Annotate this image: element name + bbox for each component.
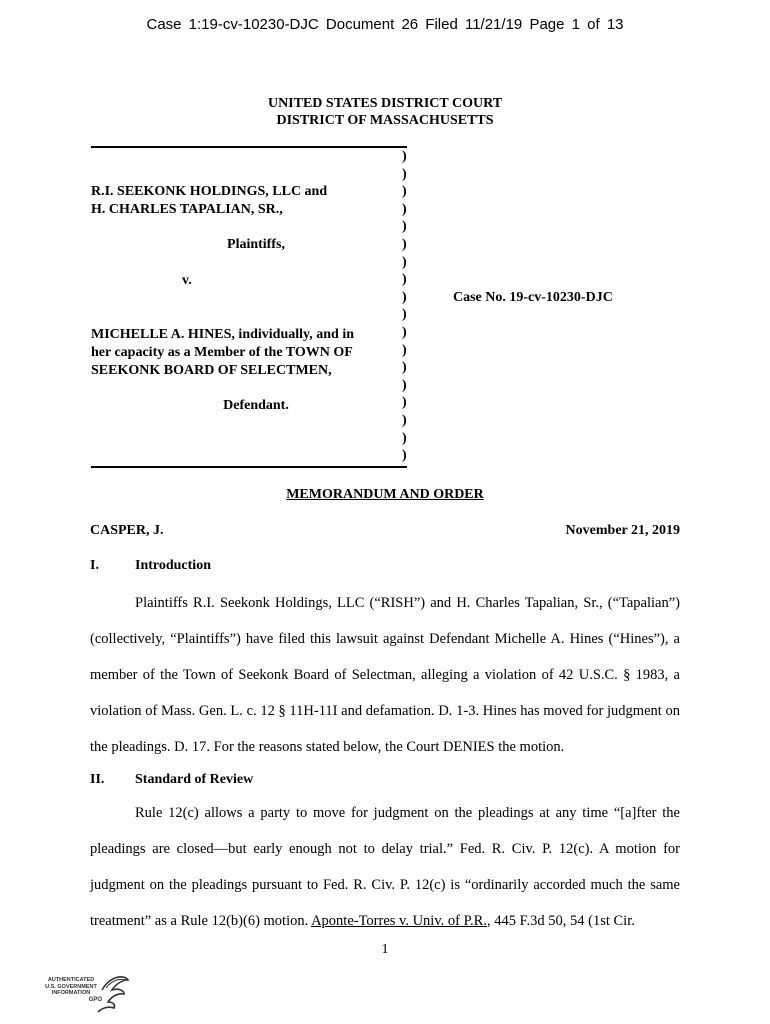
plaintiff-line-2: H. CHARLES TAPALIAN, SR., [91, 202, 283, 217]
gpo-line-3: INFORMATION [51, 990, 91, 996]
caption-paren: ) [402, 219, 407, 235]
gpo-mark: GPO [88, 996, 102, 1003]
plaintiff-names [91, 183, 327, 219]
case-citation: Aponte-Torres v. Univ. of P.R. [311, 912, 487, 929]
case-number: Case No. 19-cv-10230-DJC [453, 290, 613, 305]
plaintiffs-label: Plaintiffs, [227, 237, 285, 252]
caption-paren: ) [402, 166, 407, 182]
gpo-line-1: AUTHENTICATED [47, 977, 95, 983]
caption-paren: ) [402, 307, 407, 323]
court-line-1: UNITED STATES DISTRICT COURT [267, 96, 503, 111]
caption-paren: ) [402, 412, 407, 428]
caption-paren: ) [402, 201, 407, 217]
caption-paren: ) [402, 377, 407, 393]
gpo-authenticated-logo [40, 968, 140, 1018]
order-date: November 21, 2019 [565, 523, 680, 538]
section-2-paragraph [90, 796, 680, 940]
caption-paren: ) [402, 342, 407, 358]
header-filed: Filed 11/21/19 [425, 16, 523, 33]
section-1-body [90, 586, 680, 766]
gpo-line-2: U.S. GOVERNMENT [45, 983, 97, 990]
caption-paren: ) [402, 149, 407, 164]
caption-paren: ) [402, 184, 407, 200]
defendant-line-3: SEEKONK BOARD OF SELECTMEN, [91, 363, 332, 378]
caption-paren-column [402, 148, 407, 465]
section-1-paragraph: Plaintiffs R.I. Seekonk Holdings, LLC (“RISH”) and H. Charles Tapalian, Sr., (“Tapalian”) (collectively, “Plaintiffs”) have filed this lawsuit against Defendant Michelle A. Hines (“Hines”), a member of the Town of Seekonk Board of Selectman, alleging a violation of 42 U.S.C. § 1983, a violation of Mass. Gen. L. c. 12 § 11H-11I and defamation. D. 1-3. Hines has moved for judgment on the pleadings. D. 17. For the reasons stated below, the Court DENIES the motion. [90, 595, 680, 755]
filing-header [0, 16, 770, 33]
caption-paren: ) [402, 448, 407, 464]
header-page: Page 1 of 13 [529, 16, 624, 33]
section-2-number: II. [90, 772, 105, 787]
caption-paren: ) [402, 360, 407, 376]
caption-paren: ) [402, 272, 407, 288]
court-name [0, 95, 770, 129]
plaintiff-line-1: R.I. SEEKONK HOLDINGS, LLC and [91, 184, 328, 199]
caption-bottom-rule [91, 466, 407, 468]
page-number: 1 [381, 942, 389, 957]
section-2-title: Standard of Review [135, 772, 254, 787]
caption-paren: ) [402, 236, 407, 252]
defendant-line-2: her capacity as a Member of the TOWN OF [91, 345, 353, 360]
caption-paren: ) [402, 395, 407, 411]
section-1-number: I. [90, 558, 99, 573]
caption-paren: ) [402, 289, 407, 305]
caption-paren: ) [402, 254, 407, 270]
judge-name: CASPER, J. [90, 523, 164, 538]
section-2-text-after-cite: , 445 F.3d 50, 54 (1st Cir. [486, 912, 635, 929]
versus-label: v. [182, 273, 192, 288]
caption-paren: ) [402, 430, 407, 446]
section-1-title: Introduction [135, 558, 211, 573]
header-document: Document 26 [325, 16, 419, 33]
header-case: Case 1:19-cv-10230-DJC [146, 16, 319, 33]
defendant-names [91, 326, 354, 380]
eagle-icon [40, 968, 140, 1018]
document-title: MEMORANDUM AND ORDER [286, 487, 484, 502]
section-2-text-before-cite: Rule 12(c) allows a party to move for judgment on the pleadings at any time “[a]fter the pleadings are closed—but early enough not to delay trial.” Fed. R. Civ. P. 12(c). A motion for judgment on the pleadings pursuant to Fed. R. Civ. P. 12(c) is “ordinarily accorded much the same treatment” as a Rule 12(b)(6) motion. [90, 805, 680, 929]
caption-top-rule [91, 146, 407, 148]
defendant-label: Defendant. [223, 398, 289, 413]
caption-paren: ) [402, 324, 407, 340]
section-2-body [90, 796, 680, 940]
court-line-2: DISTRICT OF MASSACHUSETTS [276, 113, 494, 128]
defendant-line-1: MICHELLE A. HINES, individually, and in [91, 327, 354, 342]
